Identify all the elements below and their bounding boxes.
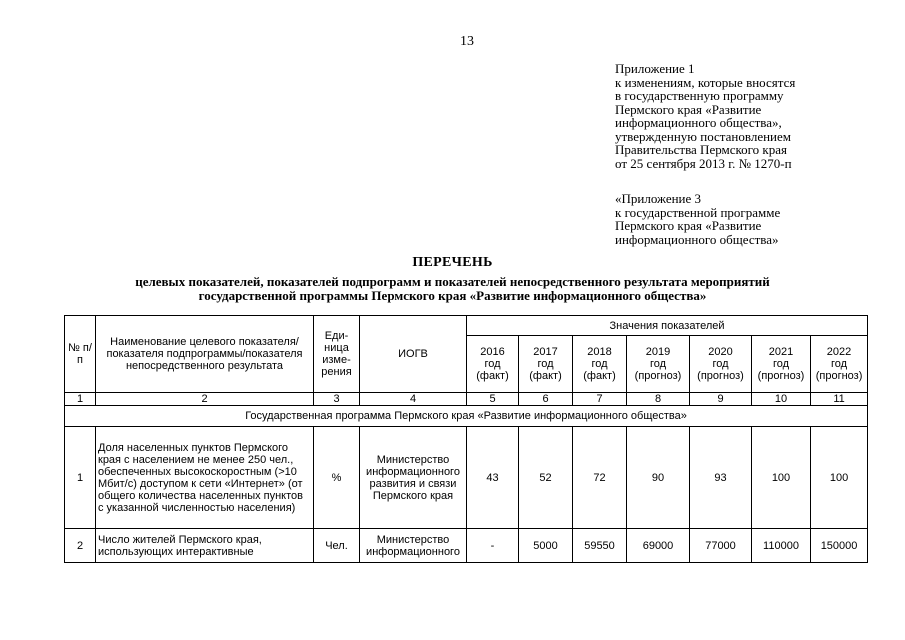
row-value: 77000 bbox=[690, 529, 752, 563]
row-iogv: Министерство информационного bbox=[360, 529, 467, 563]
column-number: 9 bbox=[690, 393, 752, 406]
year-header-cell: 2019 год (прогноз) bbox=[627, 336, 690, 393]
row-num: 1 bbox=[65, 427, 96, 529]
row-value: - bbox=[467, 529, 519, 563]
row-value: 69000 bbox=[627, 529, 690, 563]
program-row bbox=[65, 406, 868, 427]
header-name: Наименование целевого показателя/показателя подпрограммы/показателя непосредственного результата bbox=[96, 316, 314, 393]
year-header-cell: 2020 год (прогноз) bbox=[690, 336, 752, 393]
row-value: 150000 bbox=[811, 529, 868, 563]
column-number: 4 bbox=[360, 393, 467, 406]
row-value: 72 bbox=[573, 427, 627, 529]
column-number: 3 bbox=[314, 393, 360, 406]
row-unit: Чел. bbox=[314, 529, 360, 563]
column-number: 11 bbox=[811, 393, 868, 406]
document-title: ПЕРЕЧЕНЬ bbox=[412, 255, 493, 270]
row-iogv: Министерство информационного развития и связи Пермского края bbox=[360, 427, 467, 529]
page-number: 13 bbox=[460, 34, 474, 49]
row-name: Доля населенных пунктов Пермского края с населением не менее 250 чел., обеспеченных высокоскоростным (>10 Мбит/с) доступом к сети «Интернет» (от общего количества населенных пунктов с указанной численностью населения) bbox=[96, 427, 314, 529]
column-number: 7 bbox=[573, 393, 627, 406]
row-name: Число жителей Пермского края, использующих интерактивные bbox=[96, 529, 314, 563]
column-number: 10 bbox=[752, 393, 811, 406]
appendix-3-line: Пермского края «Развитие bbox=[615, 218, 762, 233]
appendix-1-line: к изменениям, которые вносятся bbox=[615, 74, 796, 90]
appendix-1-line: утвержденную постановлением bbox=[615, 128, 792, 144]
appendix-1-line: от 25 сентября 2013 г. № 1270-п bbox=[615, 155, 792, 171]
appendix-3-line: к государственной программе bbox=[615, 204, 781, 220]
row-value: 43 bbox=[467, 427, 519, 529]
appendix-3-line: информационного общества» bbox=[615, 231, 779, 247]
appendix-1-line: в государственную программу bbox=[615, 88, 784, 103]
column-number: 5 bbox=[467, 393, 519, 406]
appendix-1-block bbox=[615, 62, 795, 170]
row-value: 52 bbox=[519, 427, 573, 529]
year-header-cell: 2022 год (прогноз) bbox=[811, 336, 868, 393]
column-number: 8 bbox=[627, 393, 690, 406]
row-value: 59550 bbox=[573, 529, 627, 563]
year-header-cell: 2018 год (факт) bbox=[573, 336, 627, 393]
appendix-1-line: Приложение 1 bbox=[615, 61, 695, 76]
year-header-cell: 2017 год (факт) bbox=[519, 336, 573, 393]
header-num: № п/п bbox=[65, 316, 96, 393]
table-row bbox=[65, 529, 868, 563]
subtitle-line: государственной программы Пермского края «Развитие информационного общества» bbox=[198, 288, 707, 303]
appendix-1-line: информационного общества», bbox=[615, 115, 782, 130]
indicators-table bbox=[64, 315, 868, 563]
subtitle-line: целевых показателей, показателей подпрограмм и показателей непосредственного результата мероприятий bbox=[135, 274, 770, 289]
appendix-3-block bbox=[615, 192, 780, 246]
row-value: 100 bbox=[752, 427, 811, 529]
table-row bbox=[65, 427, 868, 529]
column-number-row bbox=[65, 393, 868, 406]
row-value: 90 bbox=[627, 427, 690, 529]
document-subtitle bbox=[0, 275, 905, 303]
row-value: 93 bbox=[690, 427, 752, 529]
appendix-3-line: «Приложение 3 bbox=[615, 191, 702, 206]
year-header-cell: 2016 год (факт) bbox=[467, 336, 519, 393]
row-unit: % bbox=[314, 427, 360, 529]
header-unit: Еди-ница изме-рения bbox=[314, 316, 360, 393]
year-header-cell: 2021 год (прогноз) bbox=[752, 336, 811, 393]
row-value: 100 bbox=[811, 427, 868, 529]
column-number: 1 bbox=[65, 393, 96, 406]
row-value: 110000 bbox=[752, 529, 811, 563]
row-num: 2 bbox=[65, 529, 96, 563]
header-iogv: ИОГВ bbox=[360, 316, 467, 393]
header-row bbox=[65, 316, 868, 336]
header-values: Значения показателей bbox=[467, 316, 868, 336]
column-number: 2 bbox=[96, 393, 314, 406]
program-title: Государственная программа Пермского края «Развитие информационного общества» bbox=[65, 406, 868, 427]
column-number: 6 bbox=[519, 393, 573, 406]
appendix-1-line: Пермского края «Развитие bbox=[615, 101, 762, 117]
row-value: 5000 bbox=[519, 529, 573, 563]
appendix-1-line: Правительства Пермского края bbox=[615, 142, 787, 157]
